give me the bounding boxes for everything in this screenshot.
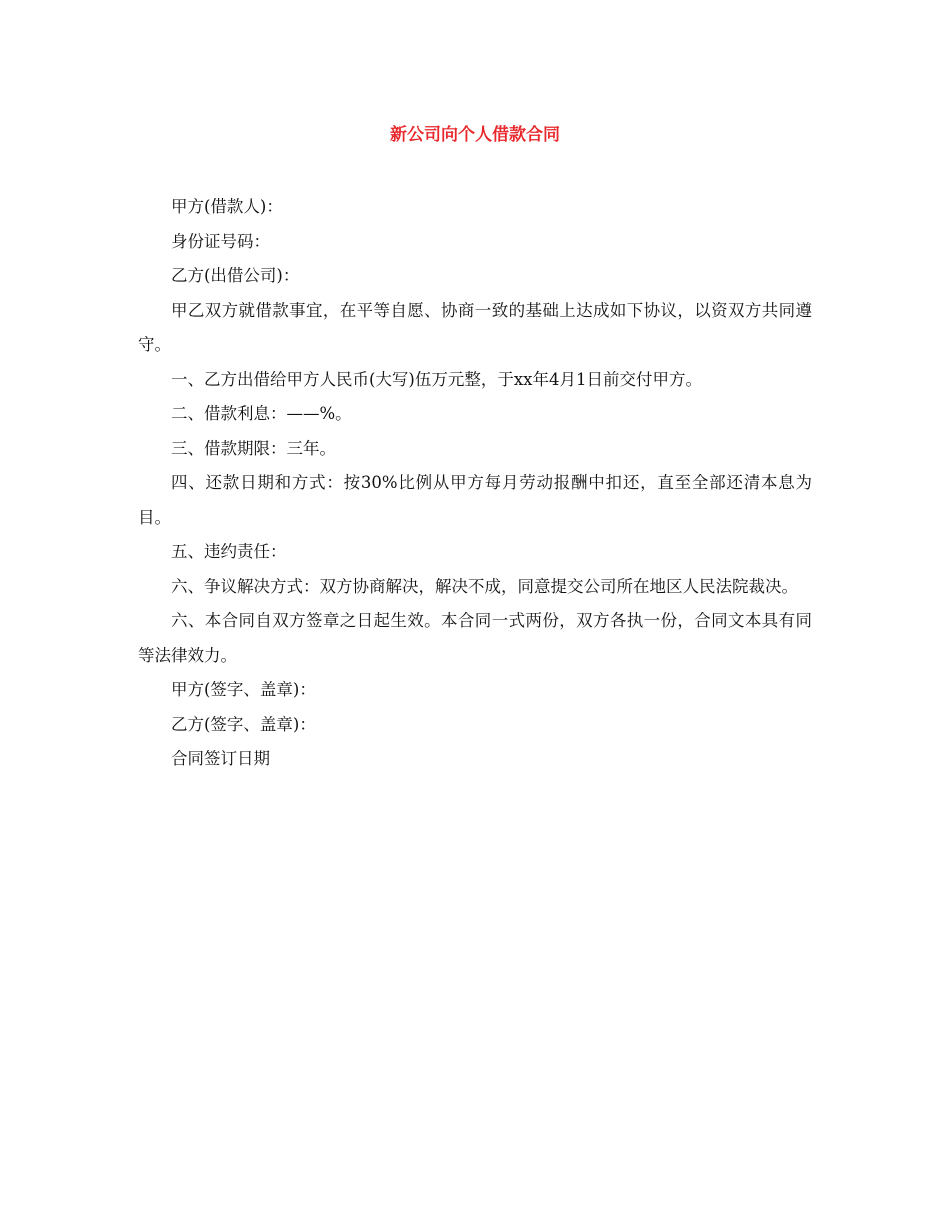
party-b-line: 乙方(出借公司)：: [171, 266, 300, 285]
id-number-line: 身份证号码：: [171, 231, 270, 251]
preamble-paragraph: 甲乙双方就借款事宜，在平等自愿、协商一致的基础上达成如下协议，以资双方共同遵守。: [138, 300, 812, 354]
clause-repayment: 四、还款日期和方式：按30%比例从甲方每月劳动报酬中扣还，直至全部还清本息为目。: [138, 473, 812, 527]
party-a-signature-line: 甲方(签字、盖章)：: [171, 680, 316, 699]
document-title: 新公司向个人借款合同: [390, 125, 560, 145]
party-b-signature-line: 乙方(签字、盖章)：: [171, 714, 316, 734]
document-body: [138, 190, 812, 777]
signing-date-line: 合同签订日期: [171, 749, 270, 768]
clause-breach: 五、违约责任：: [171, 542, 287, 561]
clause-interest: 二、借款利息：——%。: [171, 404, 352, 423]
clause-term: 三、借款期限：三年。: [171, 438, 336, 458]
party-a-line: 甲方(借款人)：: [171, 197, 283, 216]
clause-effectiveness: 六、本合同自双方签章之日起生效。本合同一式两份，双方各执一份，合同文本具有同等法律效力。: [138, 611, 812, 665]
clause-dispute: 六、争议解决方式：双方协商解决，解决不成，同意提交公司所在地区人民法院裁决。: [171, 576, 798, 596]
clause-loan-amount: 一、乙方出借给甲方人民币(大写)伍万元整，于xx年4月1日前交付甲方。: [171, 369, 702, 389]
